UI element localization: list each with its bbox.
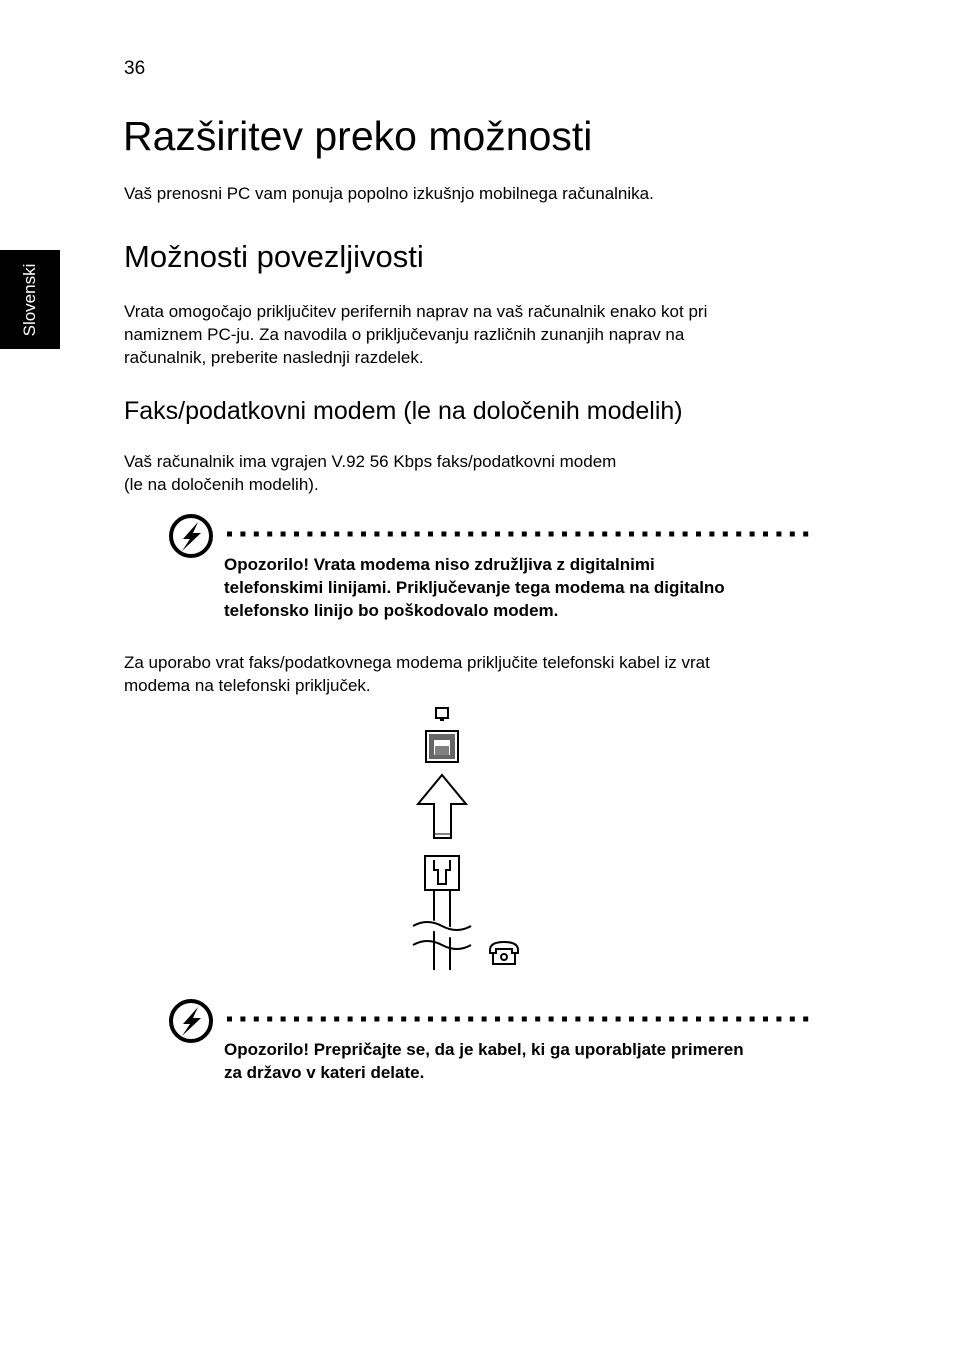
intro-text: Vaš prenosni PC vam ponuja popolno izkušnjo mobilnega računalnika. xyxy=(124,184,654,203)
paragraph-line: Vaš računalnik ima vgrajen V.92 56 Kbps faks/podatkovni modem xyxy=(124,452,617,471)
warning-line: telefonskimi linijami. Priključevanje tega modema na digitalno xyxy=(224,578,725,597)
subsection-paragraph xyxy=(124,450,804,496)
warning-text xyxy=(224,1038,814,1084)
section-heading: Možnosti povezljivosti xyxy=(124,239,424,274)
section-paragraph xyxy=(124,300,804,369)
phone-cable-icon xyxy=(413,890,471,970)
page-number: 36 xyxy=(124,58,146,79)
warning-text xyxy=(224,553,814,622)
lightning-bolt-warning-icon xyxy=(168,998,214,1044)
page-title: Razširitev preko možnosti xyxy=(123,113,593,159)
side-tab-label: Slovenski xyxy=(20,263,39,337)
modem-jack-icon xyxy=(426,731,458,762)
instructions-paragraph xyxy=(124,651,804,697)
paragraph-line: (le na določenih modelih). xyxy=(124,475,319,494)
paragraph-line: Za uporabo vrat faks/podatkovnega modema priključite telefonski kabel iz vrat xyxy=(124,653,710,672)
lightning-bolt-warning-icon xyxy=(168,513,214,559)
dotted-separator xyxy=(224,1016,812,1022)
modem-port-icon xyxy=(436,708,448,721)
paragraph-line: računalnik, preberite naslednji razdelek. xyxy=(124,348,424,367)
telephone-icon xyxy=(490,942,518,964)
subsection-heading: Faks/podatkovni modem (le na določenih modelih) xyxy=(124,397,683,425)
rj11-plug-icon xyxy=(425,856,459,890)
paragraph-line: Vrata omogočajo priključitev perifernih naprav na vaš računalnik enako kot pri xyxy=(124,302,708,321)
warning-line: Opozorilo! Vrata modema niso združljiva z digitalnimi xyxy=(224,555,655,574)
warning-line: za državo v kateri delate. xyxy=(224,1063,425,1082)
dotted-separator xyxy=(224,531,812,537)
modem-connection-diagram xyxy=(405,700,535,980)
arrow-up-icon xyxy=(418,775,466,838)
warning-line: telefonsko linijo bo poškodovalo modem. xyxy=(224,601,559,620)
paragraph-line: namiznem PC-ju. Za navodila o priključevanju različnih zunanjih naprav na xyxy=(124,325,685,344)
language-side-tab xyxy=(0,250,60,349)
warning-line: Opozorilo! Prepričajte se, da je kabel, ki ga uporabljate primeren xyxy=(224,1040,744,1059)
paragraph-line: modema na telefonski priključek. xyxy=(124,676,371,695)
